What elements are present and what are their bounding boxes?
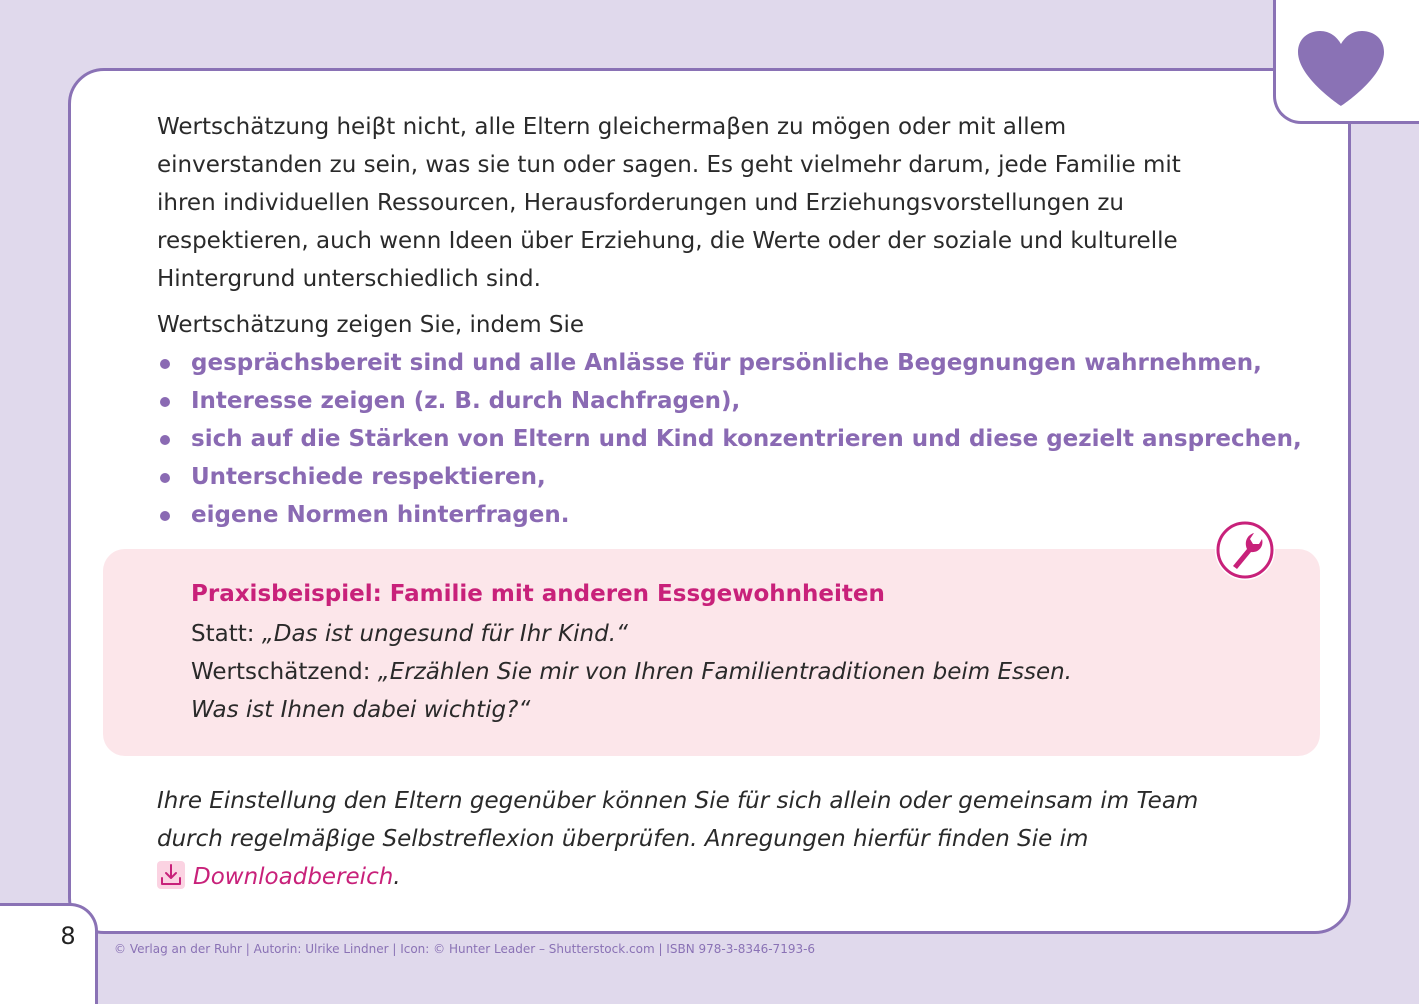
example-line: Wertschätzend: „Erzählen Sie mir von Ihren Familientraditionen beim Essen. — [191, 659, 1072, 685]
bullet-dot — [160, 359, 170, 369]
example-content — [191, 575, 1231, 729]
example-line: Was ist Ihnen dabei wichtig?“ — [191, 697, 531, 723]
bullet-dot — [160, 397, 170, 407]
download-icon[interactable] — [157, 861, 185, 889]
page-tab — [0, 903, 98, 1004]
heart-icon — [1296, 30, 1386, 108]
bullet-list — [157, 344, 1302, 534]
example-line: Statt: „Das ist ungesund für Ihr Kind.“ — [191, 621, 628, 647]
example-title: Praxisbeispiel: Familie mit anderen Essgewohnheiten — [191, 581, 885, 607]
download-link[interactable]: Downloadbereich — [193, 864, 394, 890]
main-text — [157, 108, 1302, 534]
list-item: gesprächsbereit sind und alle Anlässe für persönliche Begegnungen wahrnehmen, — [157, 344, 1237, 382]
wrench-icon — [1213, 518, 1277, 582]
footer-credits: © Verlag an der Ruhr | Autorin: Ulrike Lindner | Icon: © Hunter Leader – Shutterstock.com | ISBN 978-3-8346-7193-6 — [114, 942, 816, 956]
bullet-dot — [160, 435, 170, 445]
page-number: 8 — [60, 922, 76, 950]
list-item: eigene Normen hinterfragen. — [157, 496, 1237, 534]
bullet-dot — [160, 511, 170, 521]
list-item: sich auf die Stärken von Eltern und Kind konzentrieren und diese gezielt ansprechen, — [157, 420, 1237, 458]
closing-paragraph: Ihre Einstellung den Eltern gegenüber können Sie für sich allein oder gemeinsam im Team durch regelmäβige Selbstreflexion überprüfen. Anregungen hierfür finden Sie im Downloadbereich. — [157, 788, 1199, 890]
list-intro: Wertschätzung zeigen Sie, indem Sie — [157, 312, 585, 338]
list-item: Unterschiede respektieren, — [157, 458, 1237, 496]
bullet-dot — [160, 473, 170, 483]
list-item: Interesse zeigen (z. B. durch Nachfragen), — [157, 382, 1237, 420]
intro-paragraph: Wertschätzung heiβt nicht, alle Eltern gleichermaβen zu mögen oder mit allem einverstanden zu sein, was sie tun oder sagen. Es geht vielmehr darum, jede Familie mit ihren individuellen Ressourcen, Herausforderungen und Erziehungsvorstellungen zu respektieren, auch wenn Ideen über Erziehung, die Werte oder der soziale und kulturelle Hintergrund unterschiedlich sind. — [157, 114, 1181, 292]
